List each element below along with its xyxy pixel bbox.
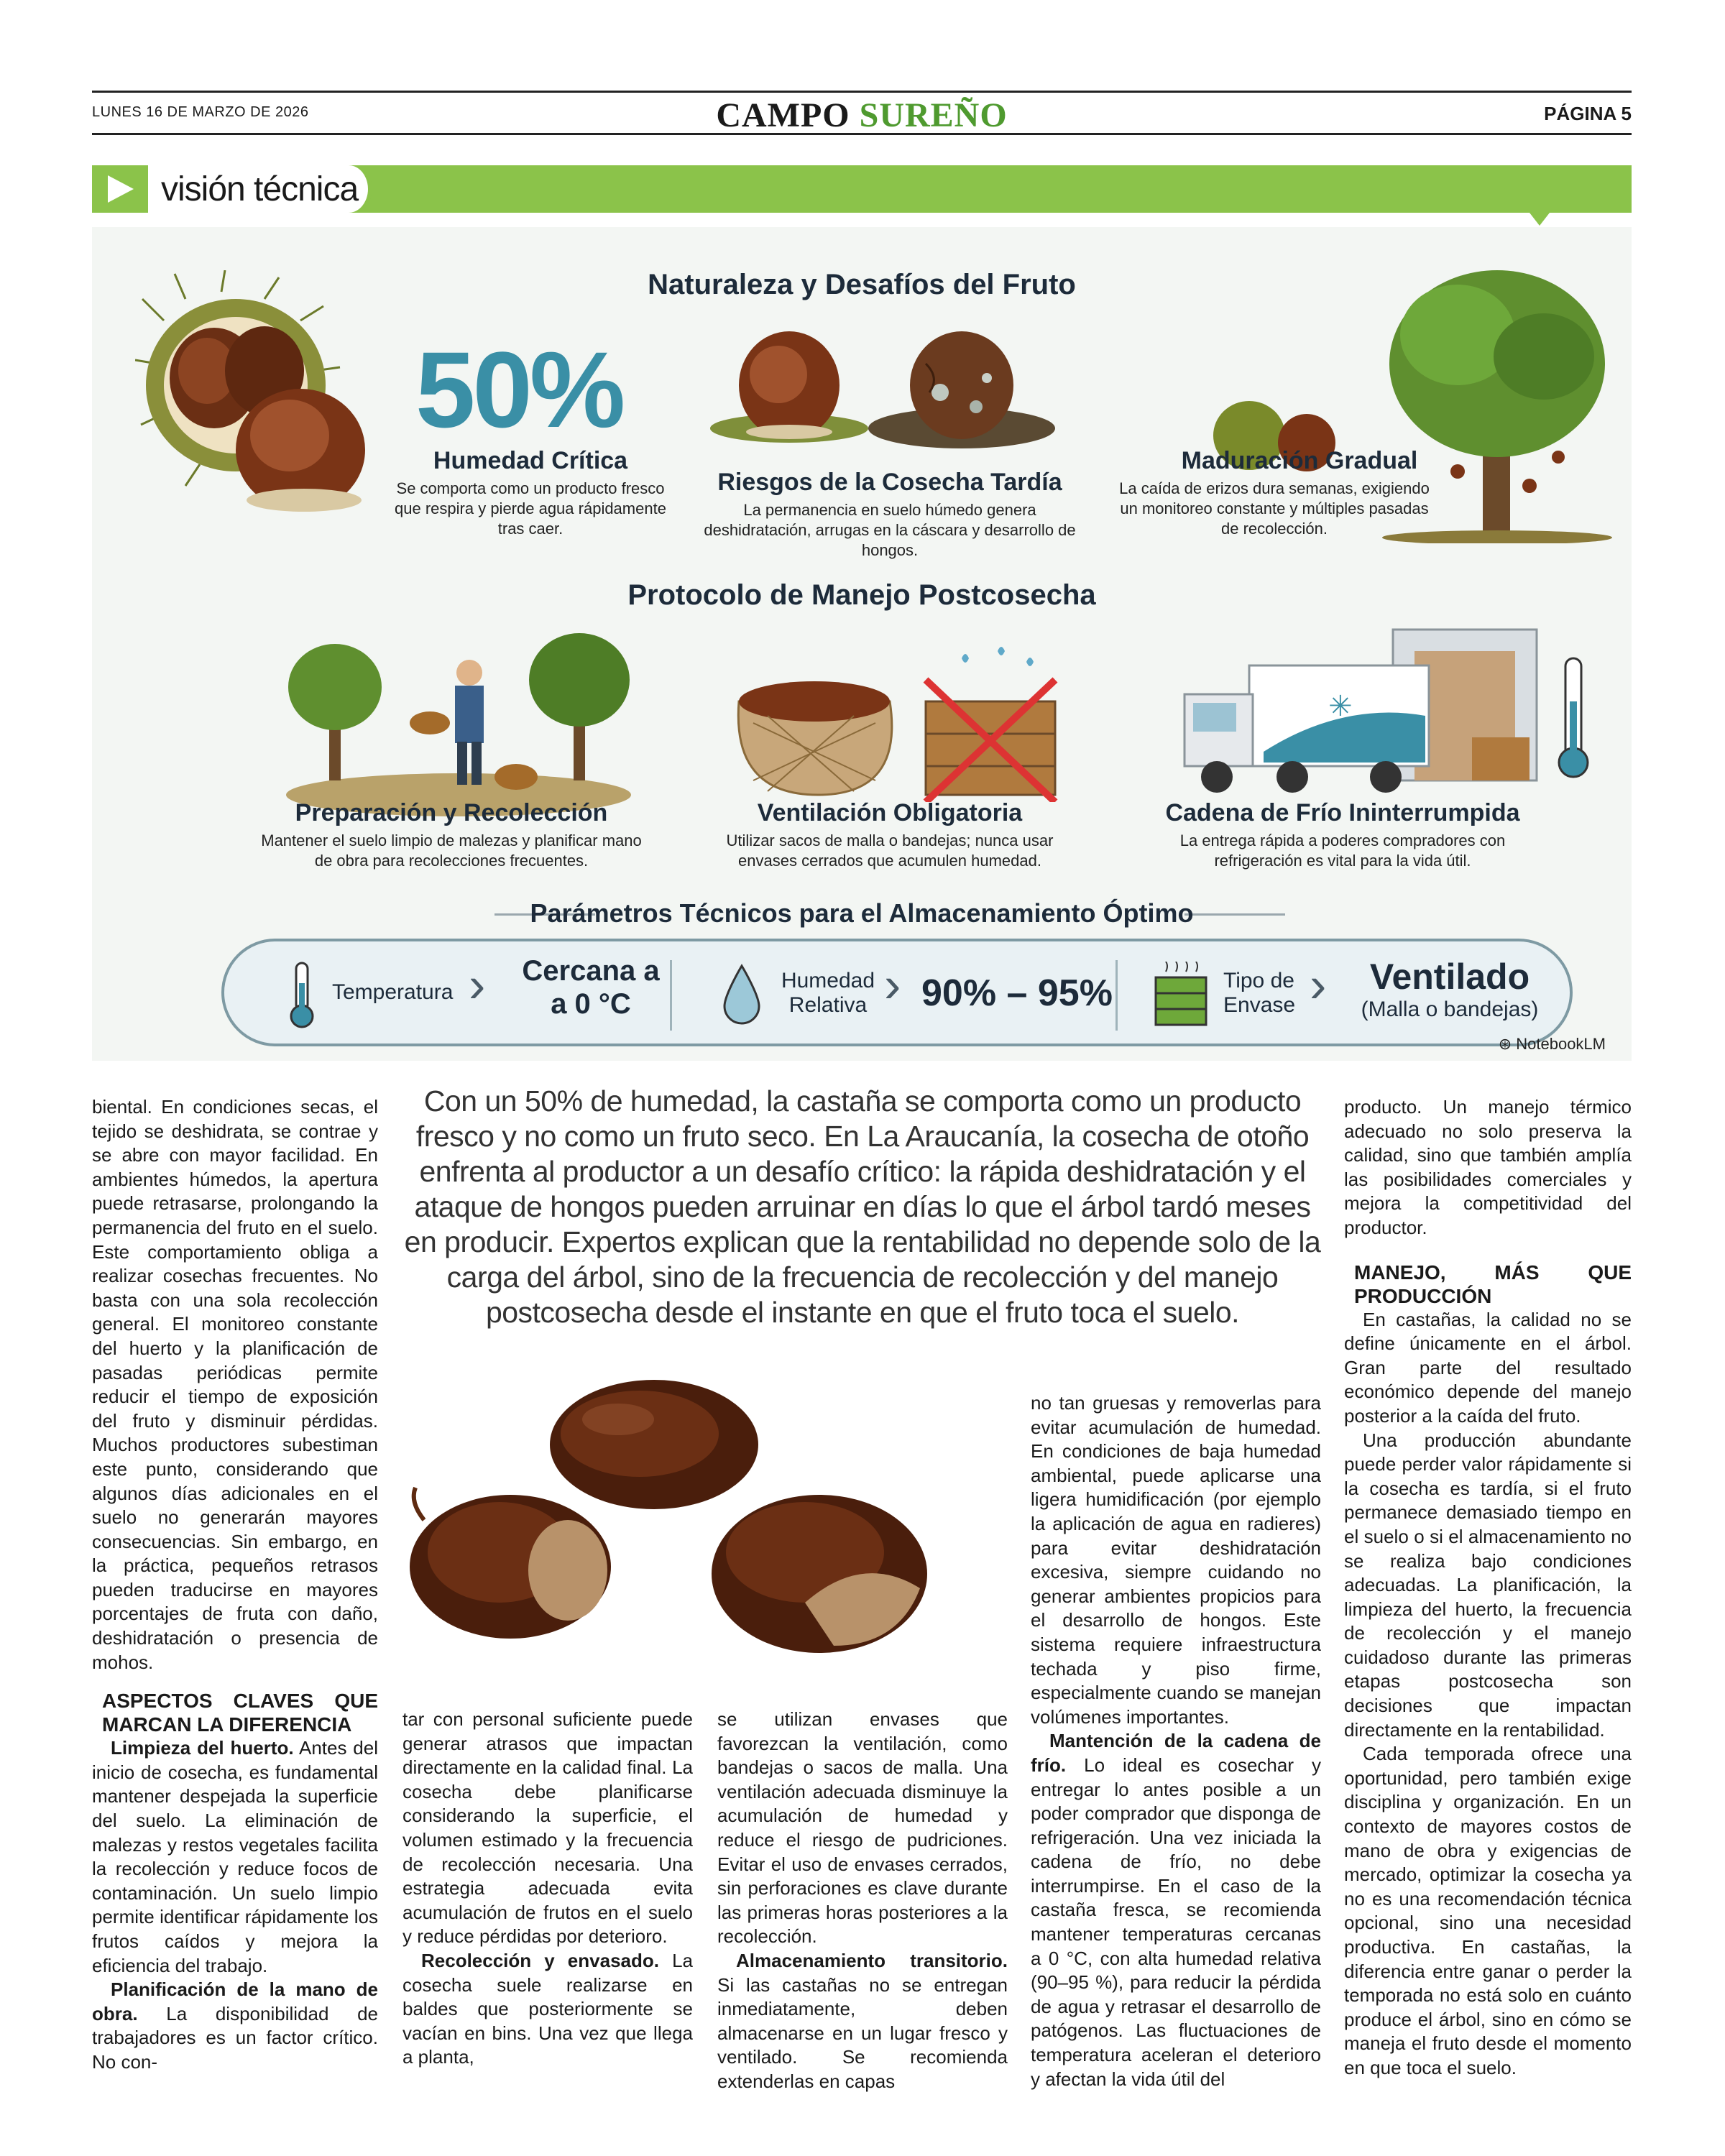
col2-paragraph-harvest: Recolección y envasado. La cosecha suele realizarse en baldes que posteriormente se vacían en bins. Una vez que llega a planta,	[402, 1949, 693, 2068]
chevron-right-icon: ›	[469, 957, 486, 1013]
col5-paragraph-planning: Una producción abundante puede perder valor rápidamente si la cosecha es tardía, si el fruto permanece demasiado tiempo en el suelo o si el almacenamiento no se realiza bajo condiciones adecuadas. La planificación, la limpieza del huerto, la frecuencia de recolección y el manejo cuidadoso durante las primeras etapas postcosecha son decisiones que impactan directamente en la rentabilidad.	[1344, 1429, 1632, 1741]
col3-lead-in: Almacenamiento transitorio.	[736, 1949, 1008, 1971]
card3-text: La caída de erizos dura semanas, exigiendo un monitoreo constante y múltiples pasadas de recolección.	[1119, 479, 1430, 538]
param2-label	[778, 969, 878, 1018]
col3-paragraph-storage: Almacenamiento transitorio. Si las castañas no se entregan inmediatamente, deben almacenarse en un lugar fresco y ventilado. Se recomienda extenderlas en capas	[717, 1949, 1008, 2092]
chevron-right-icon: ›	[1310, 957, 1327, 1013]
param3-value	[1346, 956, 1554, 1022]
col4-paragraph: no tan gruesas y removerlas para evitar acumulación de humedad. En condiciones de baja humedad ambiental, puede aplicarse una ligera humidificación (por ejemplo la aplicación de agua en radieres) para evitar deshidratación excesiva, siempre cuidando no generar ambientes propicios para el desarrollo de hongos. Este sistema requiere infraestructura techada y piso firme, especialmente cuando se manejan volúmenes importantes.	[1031, 1392, 1321, 1728]
card2-text: La permanencia en suelo húmedo genera deshidratación, arrugas en la cáscara y desarrollo de hongos.	[704, 501, 1076, 559]
band-notch-icon	[1530, 213, 1550, 226]
newspaper-brand	[92, 96, 1632, 135]
infographic-title-top: Naturaleza y Desafíos del Fruto	[648, 269, 1076, 300]
param3-label	[1223, 969, 1310, 1018]
card4-title: Preparación y Recolección	[295, 799, 608, 826]
col1-paragraph-labor: Planificación de la mano de obra. La disponibilidad de trabajadores es un factor crítico. No con-	[92, 1978, 378, 2073]
article-column-1	[92, 1095, 378, 2075]
article-column-2	[402, 1708, 693, 2070]
col1-lead-in: Limpieza del huerto.	[111, 1737, 294, 1759]
col3-paragraph: se utilizan envases que favorezcan la ventilación, como bandejas o sacos de malla. Una ventilación adecuada disminuye la acumulación de humedad y reduce el riesgo de pudriciones. Evitar el uso de envases cerrados, sin perforaciones es clave durante las primeras horas posteriores a la recolección.	[717, 1708, 1008, 1948]
thermometer-icon	[289, 962, 315, 1031]
card5-title: Ventilación Obligatoria	[757, 799, 1023, 826]
issue-date: LUNES 16 DE MARZO DE 2026	[92, 104, 309, 120]
col2-lead-in: Recolección y envasado.	[421, 1949, 659, 1971]
orchard-harvest-illustration	[279, 615, 638, 816]
card1-title: Humedad Crítica	[433, 447, 628, 474]
col5-paragraph-quality: En castañas, la calidad no se define únicamente en el árbol. Gran parte del resultado económico depende del manejo posterior a la caída del fruto.	[1344, 1308, 1632, 1427]
card6-title: Cadena de Frío Ininterrumpida	[1165, 799, 1520, 826]
section-band	[92, 165, 1632, 213]
card1-text: Se comporta como un producto fresco que respira y pierde agua rápidamente tras caer.	[395, 479, 666, 538]
param1-label: Temperatura	[332, 980, 454, 1004]
svg-text:✳: ✳	[1328, 690, 1353, 723]
params-title: Parámetros Técnicos para el Almacenamiento Óptimo	[530, 898, 1194, 928]
card6-text: La entrega rápida a poderes compradores con refrigeración es vital para la vida útil.	[1179, 831, 1506, 870]
ventilation-illustration	[710, 630, 1070, 802]
chevron-right-icon: ›	[884, 957, 901, 1013]
late-harvest-illustration	[703, 313, 1062, 457]
col5-paragraph: producto. Un manejo térmico adecuado no solo preserva la calidad, sino que también amplía las posibilidades comerciales y mejora la competitividad del productor.	[1344, 1096, 1632, 1238]
param-temperature	[224, 941, 670, 1044]
param-humidity	[684, 941, 1116, 1044]
card4-text: Mantener el suelo limpio de malezas y planificar mano de obra para recolecciones frecuentes.	[261, 831, 642, 870]
col1-paragraph-cleaning: Limpieza del huerto. Antes del inicio de cosecha, es fundamental mantener despejada la superficie del suelo. La eliminación de malezas y restos vegetales facilita la recolección y reduce focos de contaminación. Un suelo limpio permite identificar rápidamente los frutos caídos y mejora la eficiencia del trabajo.	[92, 1737, 378, 1976]
param2-value: 90% – 95%	[921, 972, 1113, 1014]
card3-title: Maduración Gradual	[1181, 447, 1418, 474]
humidity-percent: 50%	[415, 329, 623, 450]
infographic	[92, 227, 1632, 1061]
param3-value-main: Ventilado	[1369, 957, 1530, 997]
col1-lead-in: Planificación de la mano de obra.	[92, 1978, 378, 2024]
play-arrow-icon	[92, 165, 148, 213]
col1-subheading: ASPECTOS CLAVES QUE MARCAN LA DIFERENCIA	[102, 1690, 378, 1736]
col5-subheading: MANEJO, MÁS QUE PRODUCCIÓN	[1354, 1261, 1632, 1307]
article-column-4	[1031, 1391, 1321, 2091]
param1-value-line2: a 0 °C	[551, 988, 631, 1020]
brand-part-2: SUREÑO	[859, 96, 1008, 134]
section-label: visión técnica	[161, 170, 359, 208]
article-column-3	[717, 1708, 1008, 2094]
masthead	[92, 91, 1632, 135]
param3-label-line1: Tipo de	[1223, 969, 1294, 992]
credit-label: NotebookLM	[1516, 1035, 1606, 1053]
chestnut-bur-illustration	[135, 270, 437, 515]
param3-value-note: (Malla o bandejas)	[1361, 998, 1539, 1021]
section-tab	[92, 165, 372, 213]
col4-lead-in: Mantención de la cadena de frío.	[1031, 1730, 1321, 1776]
crate-icon	[1151, 962, 1209, 1029]
lead-paragraph: Con un 50% de humedad, la castaña se comporta como un producto fresco y no como un fruto seco. En La Araucanía, la cosecha de otoño enfrenta al productor a un desafío crítico: la rápida deshidratación y el ataque de hongos pueden arruinar en días lo que el árbol tardó meses en producir. Expertos explican que la rentabilidad no depende solo de la carga del árbol, sino de la frecuencia de recolección y del manejo postcosecha desde el instante en que el fruto toca el suelo.	[404, 1084, 1321, 1329]
param1-value	[505, 954, 677, 1021]
water-drop-icon	[720, 963, 763, 1028]
params-panel	[221, 939, 1573, 1046]
page-number: PÁGINA 5	[1544, 103, 1632, 124]
article-column-5	[1344, 1095, 1632, 2081]
param1-value-line1: Cercana a	[522, 955, 660, 987]
param2-label-line1: Humedad	[781, 969, 875, 992]
param3-label-line2: Envase	[1223, 993, 1296, 1017]
brand-part-1: CAMPO	[716, 96, 850, 134]
col4-paragraph-coldchain: Mantención de la cadena de frío. Lo ideal es cosechar y entregar lo antes posible a un poder comprador que disponga de refrigeración. Una vez iniciada la cadena de frío, no debe interrumpirse. En el caso de la castaña fresca, se recomienda mantener temperaturas cercanas a 0 °C, con alta humedad relativa (90–95 %), para reducir la pérdida de agua y retrasar el desarrollo de patógenos. Las fluctuaciones de temperatura aceleran el deterioro y afectan la vida útil del	[1031, 1730, 1321, 2090]
col5-paragraph-season: Cada temporada ofrece una oportunidad, pero también exige disciplina y organización. En un contexto de mayores costos de mano de obra y exigencias de mercado, optimizar la cosecha ya no es una recomendación técnica opcional, sino una necesidad productiva. En castañas, la diferencia entre ganar o perder la temporada no está solo en cuánto produce el árbol, sino en cómo se maneja el fruto desde el momento en que toca el suelo.	[1344, 1743, 1632, 2078]
param-divider	[1116, 960, 1118, 1031]
param2-label-line2: Relativa	[788, 993, 868, 1017]
cold-chain-illustration	[1156, 615, 1616, 816]
card2-title: Riesgos de la Cosecha Tardía	[717, 469, 1062, 496]
param-divider	[670, 960, 672, 1031]
col2-paragraph: tar con personal suficiente puede generar atrasos que impactan directamente en la calidad final. La cosecha debe planificarse considerando la superficie, el volumen estimado y la frecuencia de recolección necesaria. Una estrategia adecuada evita acumulación de frutos en el suelo y reduce pérdidas por deterioro.	[402, 1708, 693, 1948]
chestnuts-photo	[402, 1365, 1021, 1682]
col1-paragraph: biental. En condiciones secas, el tejido se deshidrata, se contrae y se abre con mayor facilidad. En ambientes húmedos, la apertura puede retrasarse, prolongando la permanencia del fruto en el suelo. Este comportamiento obliga a realizar cosechas frecuentes. No basta con una sola recolección general. El monitoreo constante del huerto y la planificación de pasadas periódicas permite reducir el tiempo de exposición del fruto y disminuir pérdidas. Muchos productores subestiman este punto, considerando que algunos días adicionales en el suelo no generarán mayores consecuencias. Sin embargo, en la práctica, pequeños retrasos pueden traducirse en mayores porcentajes de fruta con daño, deshidratación o presencia de mohos.	[92, 1096, 378, 1673]
credit	[1499, 1035, 1606, 1054]
param-packaging	[1130, 941, 1576, 1044]
card5-text: Utilizar sacos de malla o bandejas; nunca usar envases cerrados que acumulen humedad.	[726, 831, 1054, 870]
notebooklm-icon: ⊛	[1498, 1035, 1512, 1053]
infographic-title-mid: Protocolo de Manejo Postcosecha	[627, 579, 1096, 611]
